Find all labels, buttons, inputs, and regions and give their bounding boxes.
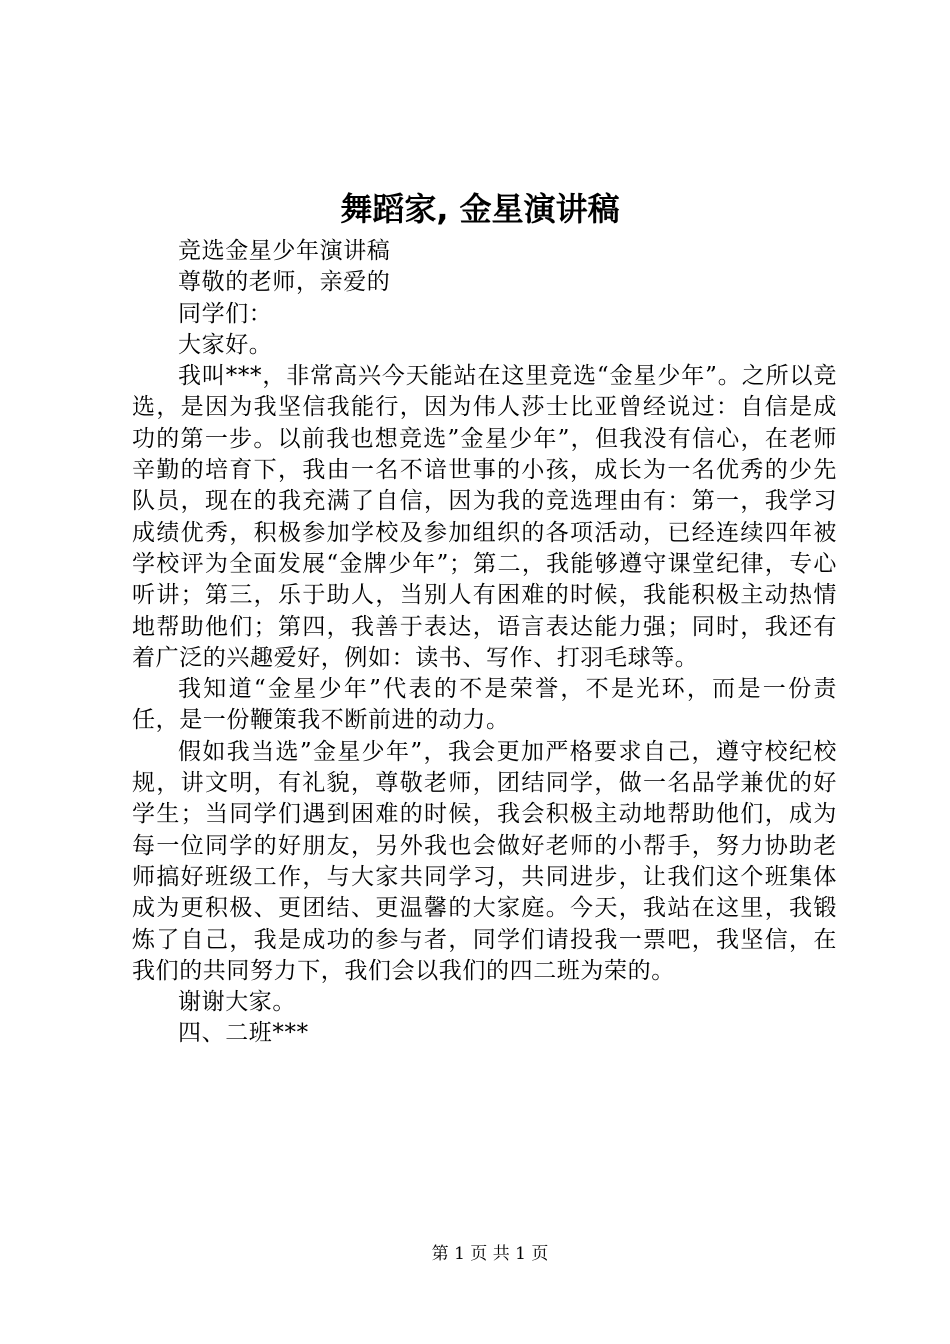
paragraph-responsibility: 我知道“金星少年”代表的不是荣誉，不是光环，而是一份责任，是一份鞭策我不断前进的动力。 — [132, 676, 837, 734]
document-title: 舞蹈家, 金星演讲稿 — [340, 190, 620, 228]
paragraph-salutation: 尊敬的老师，亲爱的 — [178, 269, 391, 296]
page-footer: 第 1 页 共 1 页 — [431, 1244, 549, 1264]
document-body — [132, 236, 837, 1050]
paragraph-greeting: 大家好。 — [178, 331, 273, 358]
paragraph-salutation-cont: 同学们： — [178, 300, 273, 327]
paragraph-signature: 四、二班*** — [178, 1020, 309, 1047]
paragraph-introduction: 我叫***，非常高兴今天能站在这里竞选“金星少年”。之所以竞选，是因为我坚信我能行，因为伟人莎士比亚曾经说过：自信是成功的第一步。以前我也想竞选”金星少年”，但我没有信心，在老师辛勤的培育下，我由一名不谙世事的小孩，成长为一名优秀的少先队员，现在的我充满了自信，因为我的竞选理由有：第一，我学习成绩优秀，积极参加学校及参加组织的各项活动，已经连续四年被学校评为全面发展“金牌少年”；第二，我能够遵守课堂纪律，专心听讲；第三，乐于助人，当别人有困难的时候，我能积极主动热情地帮助他们；第四，我善于表达，语言表达能力强；同时，我还有着广泛的兴趣爱好，例如：读书、写作、打羽毛球等。 — [132, 363, 837, 671]
paragraph-pledge: 假如我当选”金星少年”，我会更加严格要求自己，遵守校纪校规，讲文明，有礼貌，尊敬老师，团结同学，做一名品学兼优的好学生；当同学们遇到困难的时候，我会积极主动地帮助他们，成为每一位同学的好朋友，另外我也会做好老师的小帮手，努力协助老师搞好班级工作，与大家共同学习，共同进步，让我们这个班集体成为更积极、更团结、更温馨的大家庭。今天，我站在这里，我锻炼了自己，我是成功的参与者，同学们请投我一票吧，我坚信，在我们的共同努力下，我们会以我们的四二班为荣的。 — [132, 738, 837, 984]
paragraph-heading: 竞选金星少年演讲稿 — [178, 238, 391, 264]
paragraph-thanks: 谢谢大家。 — [178, 989, 296, 1016]
